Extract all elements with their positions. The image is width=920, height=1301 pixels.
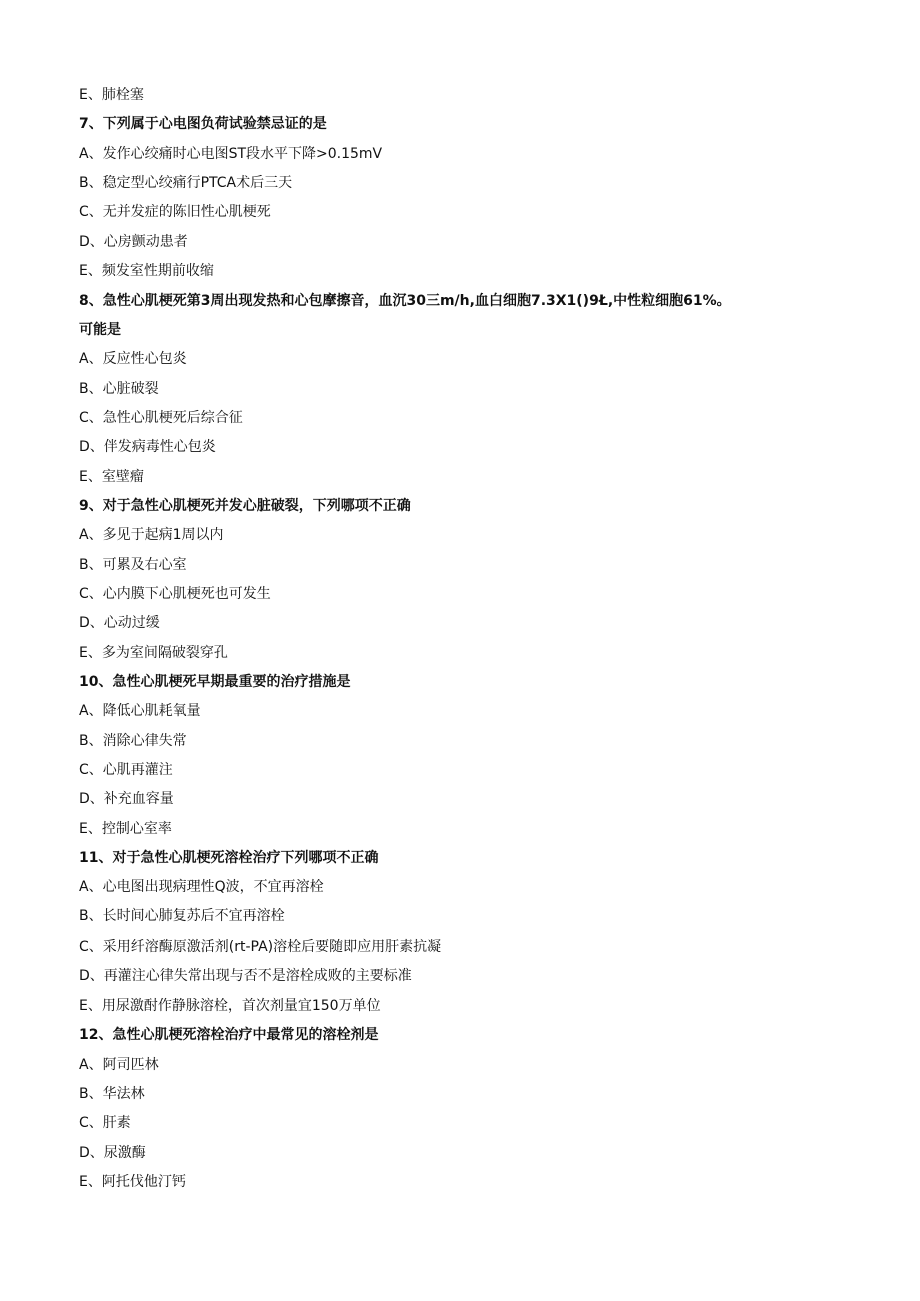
question-line: 可能是 <box>79 322 121 338</box>
option-line: B、长时间心肺复苏后不宜再溶栓 <box>79 908 285 924</box>
option-line: B、可累及右心室 <box>79 557 187 573</box>
option-line: E、阿托伐他汀钙 <box>79 1174 186 1190</box>
question-line: 7、下列属于心电图负荷试验禁忌证的是 <box>79 116 327 132</box>
question-line: 8、急性心肌梗死第3周出现发热和心包摩擦音，血沉30三m/h,血白细胞7.3X1()9Ł,中性粒细胞61%。 <box>79 293 731 309</box>
option-line: D、尿激酶 <box>79 1145 146 1161</box>
option-line: E、肺栓塞 <box>79 87 144 103</box>
option-line: A、阿司匹林 <box>79 1057 159 1073</box>
option-line: E、控制心室率 <box>79 821 172 837</box>
option-line: C、急性心肌梗死后综合征 <box>79 410 243 426</box>
option-line: B、心脏破裂 <box>79 381 159 397</box>
option-line: D、伴发病毒性心包炎 <box>79 439 216 455</box>
question-line: 12、急性心肌梗死溶栓治疗中最常见的溶栓剂是 <box>79 1027 379 1043</box>
question-line: 9、对于急性心肌梗死并发心脏破裂，下列哪项不正确 <box>79 498 411 514</box>
question-line: 10、急性心肌梗死早期最重要的治疗措施是 <box>79 674 351 690</box>
option-line: A、多见于起病1周以内 <box>79 527 224 543</box>
option-line: A、反应性心包炎 <box>79 351 187 367</box>
option-line: C、采用纤溶酶原激活剂(rt-PA)溶栓后要随即应用肝素抗凝 <box>79 939 442 955</box>
option-line: D、心动过缓 <box>79 615 160 631</box>
option-line: D、心房颤动患者 <box>79 234 188 250</box>
option-line: B、消除心律失常 <box>79 733 187 749</box>
option-line: A、心电图出现病理性Q波，不宜再溶栓 <box>79 879 324 895</box>
option-line: A、发作心绞痛时心电图ST段水平下降>0.15mV <box>79 146 383 162</box>
option-line: E、频发室性期前收缩 <box>79 263 214 279</box>
question-line: 11、对于急性心肌梗死溶栓治疗下列哪项不正确 <box>79 850 379 866</box>
option-line: D、补充血容量 <box>79 791 174 807</box>
option-line: E、室壁瘤 <box>79 469 144 485</box>
option-line: B、稳定型心绞痛行PTCA术后三天 <box>79 175 293 191</box>
option-line: B、华法林 <box>79 1086 145 1102</box>
option-line: C、无并发症的陈旧性心肌梗死 <box>79 204 271 220</box>
option-line: C、心肌再灌注 <box>79 762 173 778</box>
option-line: C、肝素 <box>79 1115 131 1131</box>
option-line: E、用尿激酎作静脉溶栓，首次剂量宜150万单位 <box>79 998 381 1014</box>
option-line: E、多为室间隔破裂穿孔 <box>79 645 228 661</box>
option-line: C、心内膜下心肌梗死也可发生 <box>79 586 271 602</box>
option-line: A、降低心肌耗氧量 <box>79 703 201 719</box>
option-line: D、再灌注心律失常出现与否不是溶栓成败的主要标准 <box>79 968 412 984</box>
